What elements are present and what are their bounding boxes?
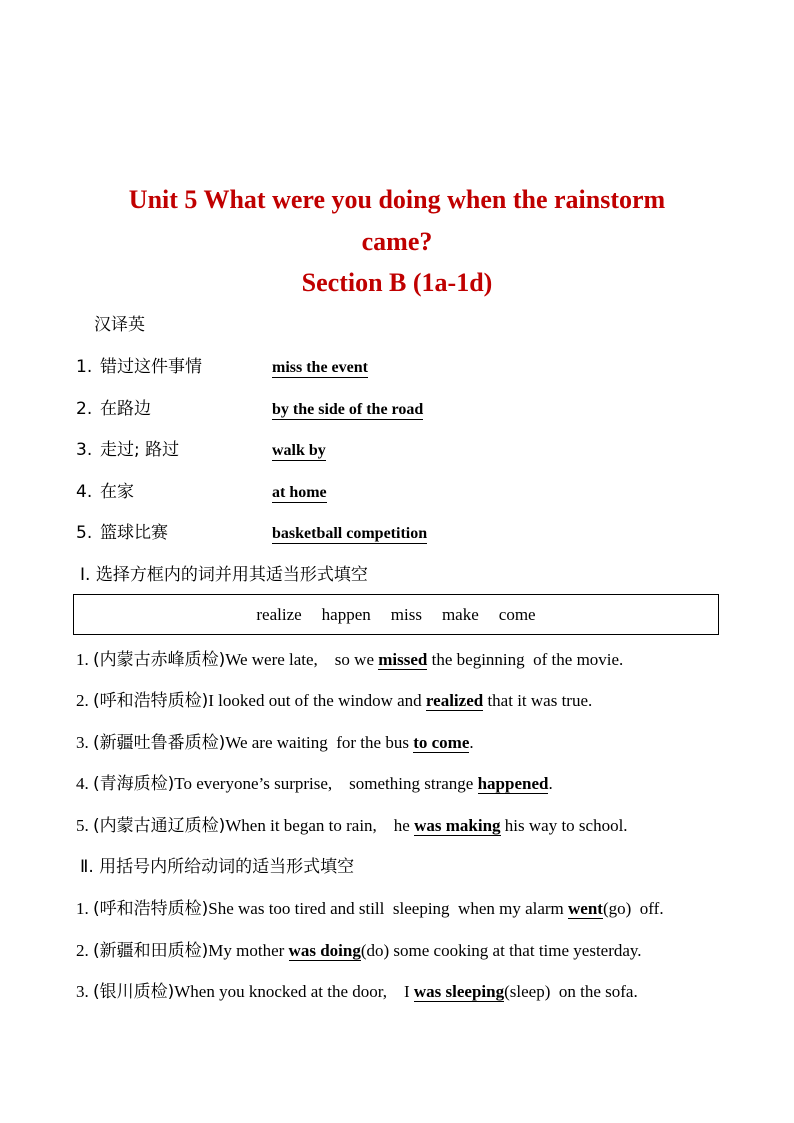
question-text: . — [469, 733, 474, 752]
question-text: When you knocked at the door, I — [174, 982, 414, 1001]
word-box-item: miss — [390, 604, 422, 624]
question-item — [76, 731, 474, 755]
question-number: 5. — [76, 816, 89, 835]
question-number: 1. — [76, 899, 89, 918]
question-text: I looked out of the window and — [208, 691, 426, 710]
question-item — [76, 897, 664, 921]
question-text: When it began to rain, he — [225, 816, 415, 835]
question-source: (内蒙古赤峰质检) — [93, 650, 226, 670]
question-source: (银川质检) — [93, 982, 175, 1002]
vocab-en: walk by — [272, 442, 326, 459]
question-source: (青海质检) — [93, 774, 175, 794]
vocab-cn: 错过这件事情 — [100, 357, 202, 377]
vocab-en: by the side of the road — [272, 401, 424, 418]
question-text: (go) off. — [602, 899, 664, 918]
question-number: 4. — [76, 774, 89, 793]
vocab-en: basketball competition — [272, 525, 428, 542]
question-item — [76, 939, 642, 963]
title-line-2: came? — [361, 227, 433, 256]
section1-heading: Ⅰ. 选择方框内的词并用其适当形式填空 — [80, 565, 368, 585]
question-item — [76, 772, 553, 796]
question-source: (呼和浩特质检) — [93, 899, 209, 919]
answer: was doing — [288, 941, 361, 960]
word-box — [73, 594, 719, 635]
vocab-num: 1. — [76, 357, 93, 377]
question-item — [76, 980, 638, 1004]
question-text: To everyone’s surprise, something strange — [174, 774, 478, 793]
vocab-cn: 篮球比赛 — [100, 523, 168, 543]
question-text: We are waiting for the bus — [225, 733, 414, 752]
answer: was sleeping — [413, 982, 505, 1001]
answer: was making — [414, 816, 501, 835]
vocab-en: miss the event — [272, 359, 368, 376]
question-number: 3. — [76, 733, 89, 752]
vocab-num: 2. — [76, 399, 93, 419]
vocab-num: 5. — [76, 523, 93, 543]
title-line-3: Section B (1a-1d) — [301, 268, 493, 297]
question-text: She was too tired and still sleeping when my alarm — [208, 899, 569, 918]
question-text: the beginning of the movie. — [427, 650, 624, 669]
word-box-item: happen — [321, 604, 371, 624]
vocab-heading: 汉译英 — [94, 315, 145, 335]
question-item — [76, 689, 592, 713]
question-text: We were late, so we — [225, 650, 379, 669]
question-source: (内蒙古通辽质检) — [93, 816, 226, 836]
question-source: (新疆吐鲁番质检) — [93, 733, 226, 753]
word-box-item: make — [441, 604, 479, 624]
question-source: (新疆和田质检) — [93, 941, 209, 961]
vocab-cn: 在路边 — [100, 399, 151, 419]
question-number: 2. — [76, 691, 89, 710]
question-number: 3. — [76, 982, 89, 1001]
answer: to come — [413, 733, 470, 752]
answer: realized — [425, 691, 484, 710]
vocab-en: at home — [272, 484, 327, 501]
answer: missed — [378, 650, 428, 669]
title-line-1: Unit 5 What were you doing when the rainstorm — [128, 185, 666, 214]
question-text: (do) some cooking at that time yesterday. — [360, 941, 642, 960]
word-box-item: realize — [256, 604, 302, 624]
question-text: his way to school. — [500, 816, 628, 835]
word-box-item: come — [498, 604, 536, 624]
section2-heading: Ⅱ. 用括号内所给动词的适当形式填空 — [80, 857, 355, 877]
vocab-cn: 在家 — [100, 482, 134, 502]
vocab-cn: 走过; 路过 — [100, 440, 180, 460]
answer: went — [568, 899, 603, 918]
question-text: that it was true. — [483, 691, 593, 710]
question-number: 2. — [76, 941, 89, 960]
question-source: (呼和浩特质检) — [93, 691, 209, 711]
question-item — [76, 814, 628, 838]
question-text: (sleep) on the sofa. — [504, 982, 638, 1001]
question-item — [76, 648, 623, 672]
answer: happened — [477, 774, 549, 793]
vocab-num: 3. — [76, 440, 93, 460]
question-number: 1. — [76, 650, 89, 669]
question-text: My mother — [208, 941, 289, 960]
question-text: . — [548, 774, 553, 793]
vocab-num: 4. — [76, 482, 93, 502]
